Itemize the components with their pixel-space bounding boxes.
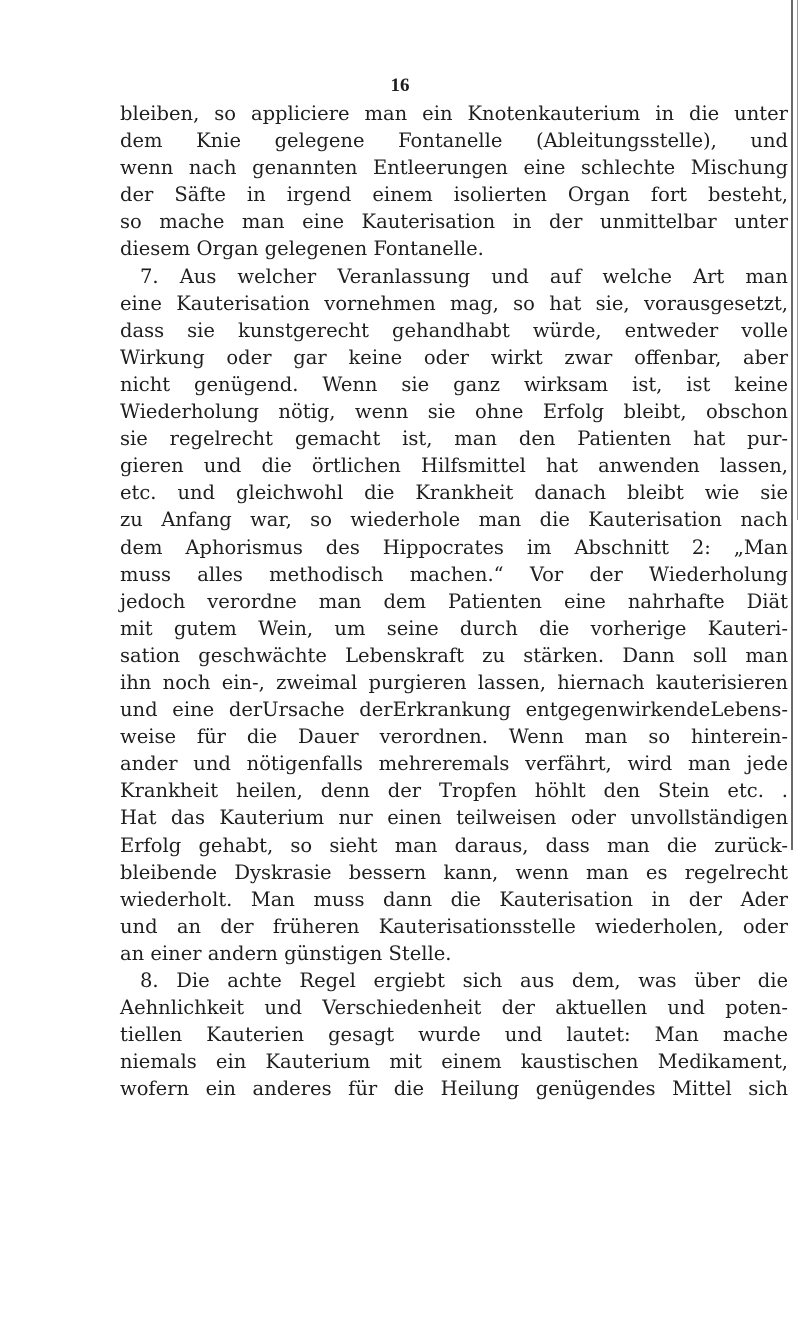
text-line: mit gutem Wein, um seine durch die vorherige Kauteri- <box>120 616 788 640</box>
text-line: tiellen Kauterien gesagt wurde und lautet: Man mache <box>120 1023 788 1047</box>
text-line: dem Knie gelegene Fontanelle (Ableitungsstelle), und <box>120 129 788 153</box>
text-line: ander und nötigenfalls mehreremals verfährt, wird man jede <box>120 752 788 776</box>
page-number: 16 <box>390 75 410 96</box>
text-line: an einer andern günstigen Stelle. <box>120 941 452 965</box>
text-line: weise für die Dauer verordnen. Wenn man so hinterein- <box>120 725 788 749</box>
text-line: nicht genügend. Wenn sie ganz wirksam ist, ist keine <box>120 372 788 396</box>
text-line: wenn nach genannten Entleerungen eine schlechte Mischung <box>120 156 788 180</box>
text-line: dem Aphorismus des Hippocrates im Abschnitt 2: „Man <box>120 535 788 559</box>
text-line: Krankheit heilen, denn der Tropfen höhlt den Stein etc. . <box>120 779 788 803</box>
text-line: bleiben, so appliciere man ein Knotenkauterium in die unter <box>120 102 788 125</box>
text-line: diesem Organ gelegenen Fontanelle. <box>120 237 484 261</box>
text-line: ihn noch ein-, zweimal purgieren lassen, hiernach kauterisieren <box>120 670 788 694</box>
text-line: Hat das Kauterium nur einen teilweisen oder unvollständigen <box>120 806 788 830</box>
text-line: wofern ein anderes für die Heilung genügendes Mittel sich <box>120 1077 788 1101</box>
text-line: der Säfte in irgend einem isolierten Organ fort besteht, <box>120 183 788 207</box>
text-line: gieren und die örtlichen Hilfsmittel hat anwenden lassen, <box>120 454 788 478</box>
text-line: 7. Aus welcher Veranlassung und auf welche Art man <box>140 264 788 288</box>
text-line: jedoch verordne man dem Patienten eine nahrhafte Diät <box>120 589 788 613</box>
text-line: Wirkung oder gar keine oder wirkt zwar offenbar, aber <box>120 345 788 369</box>
text-line: und an der früheren Kauterisationsstelle wiederholen, oder <box>120 914 788 938</box>
text-line: sie regelrecht gemacht ist, man den Patienten hat pur- <box>120 427 788 451</box>
text-line: 8. Die achte Regel ergiebt sich aus dem, was über die <box>140 969 788 992</box>
text-line: dass sie kunstgerecht gehandhabt würde, entweder volle <box>120 318 788 342</box>
text-line: Erfolg gehabt, so sieht man daraus, dass man die zurück- <box>120 833 788 857</box>
text-line: muss alles methodisch machen.“ Vor der Wiederholung <box>120 562 788 586</box>
text-line: und eine derUrsache derErkrankung entgegenwirkendeLebens- <box>120 698 788 722</box>
text-line: Aehnlichkeit und Verschiedenheit der aktuellen und poten- <box>120 996 788 1020</box>
text-line: zu Anfang war, so wiederhole man die Kauterisation nach <box>120 508 788 532</box>
text-line: sation geschwächte Lebenskraft zu stärken. Dann soll man <box>120 643 788 667</box>
text-line: niemals ein Kauterium mit einem kaustischen Medikament, <box>120 1050 788 1074</box>
text-line: Wiederholung nötig, wenn sie ohne Erfolg bleibt, obschon <box>120 400 788 424</box>
text-line: so mache man eine Kauterisation in der unmittelbar unter <box>120 210 788 234</box>
page-edge-rule <box>791 0 793 850</box>
text-line: eine Kauterisation vornehmen mag, so hat sie, vorausgesetzt, <box>120 291 788 315</box>
text-line: etc. und gleichwohl die Krankheit danach bleibt wie sie <box>120 481 788 505</box>
text-line: bleibende Dyskrasie bessern kann, wenn man es regelrecht <box>120 860 788 884</box>
body-text <box>120 100 788 1102</box>
text-line: wiederholt. Man muss dann die Kauterisation in der Ader <box>120 887 788 911</box>
